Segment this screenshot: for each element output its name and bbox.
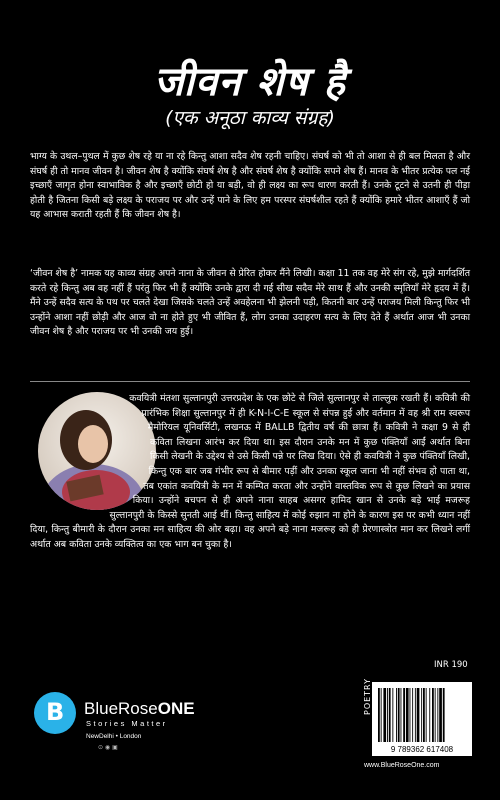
section-divider xyxy=(30,381,470,382)
barcode-bar xyxy=(389,688,391,742)
book-subtitle: (एक अनूठा काव्य संग्रह) xyxy=(165,107,335,129)
barcode-bar xyxy=(429,688,430,742)
publisher-website: www.BlueRoseOne.com xyxy=(364,762,440,769)
barcode-bar xyxy=(421,688,422,742)
barcode-bar xyxy=(387,688,388,742)
barcode-bar xyxy=(426,688,427,742)
publisher-logo-icon xyxy=(34,692,76,734)
barcode-bar xyxy=(403,688,405,742)
publisher-logo-letter: B xyxy=(46,698,65,726)
barcode-bar xyxy=(439,688,442,742)
publisher-logo xyxy=(32,690,212,770)
book-title: जीवन शेष है xyxy=(154,59,346,105)
publisher-name-part2: ONE xyxy=(157,699,195,718)
barcode-bar xyxy=(410,688,411,742)
barcode xyxy=(372,682,472,744)
publisher-tagline: Stories Matter xyxy=(86,719,168,728)
barcode-bar xyxy=(423,688,425,742)
barcode-bar xyxy=(443,688,445,742)
barcode-bar xyxy=(437,688,438,742)
author-bio xyxy=(30,392,470,553)
publisher-name-part1: BlueRose xyxy=(84,699,158,718)
publisher-location: NewDelhi • London xyxy=(86,733,142,740)
barcode-bar xyxy=(396,688,397,742)
barcode-bar xyxy=(378,688,380,742)
barcode-bar xyxy=(398,688,400,742)
blurb-paragraph-1: भाग्य के उथल–पुथल में कुछ शेष रहे या ना रहे किन्तु आशा सदैव शेष रहनी चाहिए। संघर्ष को भी तो आशा से ही बल मिलता है और संघर्ष ही तो मानव जीवन है। जीवन शेष है क्योंकि संघर्ष शेष है और संघर्ष शेष है क्योंकि सपने शेष हैं। मानव के भीतर प्रत्येक पल नई इच्छाएँ जागृत होना स्वाभाविक है और इच्छाएँ छोटी हो या बड़ी, वो ही लक्ष्य का रूप धारण करती हैं। उनके टूटने से उतनी ही पीड़ा होती है जितना किसी बड़े लक्ष्य के पराजय पर और उन्हें पाने के लिए हम परस्पर संघर्षशील रहते हैं क्योंकि हमारे भीतर आशाएँ हैं जो यह आभास कराती रहती हैं कि जीवन शेष है। xyxy=(30,151,470,221)
publisher-name xyxy=(84,699,195,719)
barcode-bar xyxy=(432,688,434,742)
barcode-bar xyxy=(406,688,409,742)
genre-label: POETRY xyxy=(363,678,372,715)
author-bio-text: कवयित्री मंतशा सुल्तानपुरी उत्तरप्रदेश के एक छोटे से जिले सुल्तानपुर से ताल्लुक रखती हैं। कवित्री की प्रारंभिक शिक्षा सुल्तानपुर में ही K-N-I-C-E स्कूल से संपन्न हुई और वर्तमान में वह श्री राम स्वरूप मैमोरियल यूनिवर्सिटी, लखनऊ में BALLB द्वितीय वर्ष की छात्रा हैं। कवित्री ने कक्षा 9 से ही कविता लिखना आरंभ कर दिया था। इस दौरान उनके मन में कुछ पंक्तियाँ आईं अर्थात बिना किसी लेखनी के उद्देश्य से उसे किसी पन्ने पर लिख दिया। ऐसे ही कवयित्री ने कुछ पंक्तियाँ लिखी, किन्तु एक बार जब गंभीर रूप से बीमार पड़ीं और उनका स्कूल जाना भी नहीं संभव हो पाता था, तब एकांत कवयित्री के मन में कम्पित करता और उन्होंने वास्तविक रूप से कुछ लिखने का प्रयास किया। उन्होंने बचपन से ही अपने नाना साहब असगर हामिद खान से उनके बड़े भाई मजरूह सुल्तानपुरी के किस्से सुनती आई थीं। किन्तु साहित्य में कोई रुझान ना होने के कारण इस पर कभी ध्यान नहीं दिया, किन्तु बीमारी के दौरान उनका मन साहित्य की ओर बढ़ा। वह अपने बड़े नाना मजरूह को ही प्रेरणास्त्रोत मान कर लिखने लगीं अर्थात अब कविता उनके व्यक्तित्व का एक भाग बन चुका है। xyxy=(30,393,470,550)
barcode-bar xyxy=(435,688,436,742)
barcode-bar xyxy=(392,688,393,742)
barcode-bar xyxy=(415,688,416,742)
barcode-bar xyxy=(381,688,382,742)
social-media-icons: ⊙ ◉ ▣ xyxy=(98,744,118,751)
barcode-bar xyxy=(383,688,386,742)
barcode-bar xyxy=(401,688,402,742)
blurb-paragraph-2: ‘जीवन शेष है’ नामक यह काव्य संग्रह अपने नाना के जीवन से प्रेरित होकर मैंने लिखी। कक्षा 11 तक वह मेरे संग रहे, मुझे मार्गदर्शित करते रहे किन्तु अब वह नहीं हैं परंतु फिर भी हैं क्योंकि उनके द्वारा दी गई सीख सदैव मेरे साथ हैं और उनकी स्मृतियाँ मेरे हृदय में हैं। मैंने उन्हें सदैव सत्य के पथ पर चलते देखा जिसके चलते उन्हें अवहेलना भी झेलनी पड़ी, कितनी बार उन्हें पराजय मिली किन्तु फिर भी उन्होंने आशा नहीं छोड़ी और आज वो ना होते हुए भी जीवित हैं, लोग उनका उदाहरण सत्य के लिए देते हैं अर्थात आज भी उनका जीवन शेष है और पराजय पर भी उनकी जय हुई। xyxy=(30,268,470,338)
price-label: INR 190 xyxy=(434,660,468,670)
barcode-bar xyxy=(412,688,413,742)
isbn-number: 9 789362 617408 xyxy=(372,744,472,756)
barcode-bar xyxy=(417,688,420,742)
